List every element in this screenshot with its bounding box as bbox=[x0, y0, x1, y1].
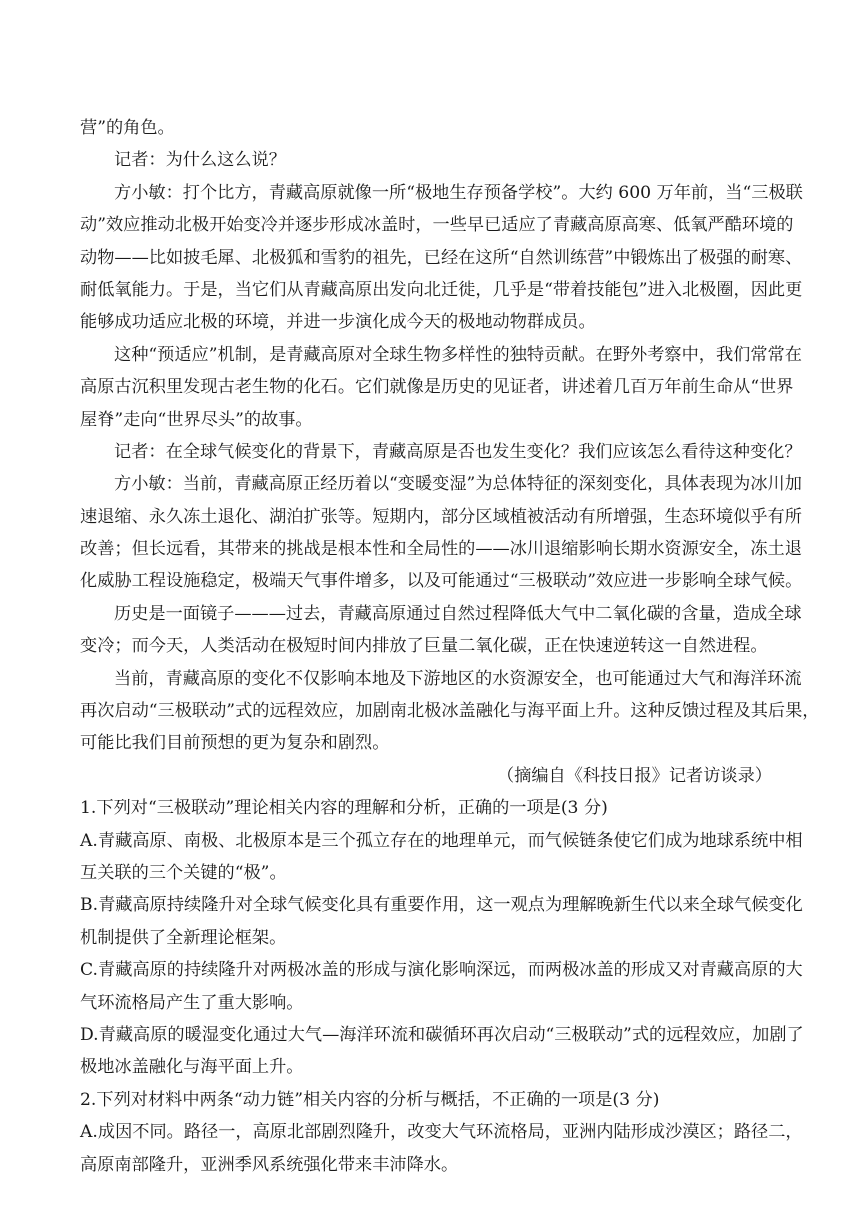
document-page bbox=[80, 112, 820, 1181]
text-line: 方小敏：打个比方，青藏高原就像一所“极地生存预备学校”。大约 600 万年前，当“三极联 bbox=[114, 182, 803, 203]
text-line: 可能比我们目前预想的更为复杂和剧烈。 bbox=[80, 733, 390, 754]
question-1-option-a: A.青藏高原、南极、北极原本是三个孤立存在的地理单元，而气候链条使它们成为地球系统中相 bbox=[80, 830, 803, 851]
text-line: 变冷；而今天，人类活动在极短时间内排放了巨量二氧化碳，正在快速逆转这一自然进程。 bbox=[80, 636, 768, 657]
question-2-stem: 2.下列对材料中两条“动力链”相关内容的分析与概括，不正确的一项是(3 分) bbox=[80, 1089, 660, 1110]
text-line: 化威胁工程设施稳定，极端天气事件增多，以及可能通过“三极联动”效应进一步影响全球气候。 bbox=[80, 571, 803, 592]
question-1-stem: 1.下列对“三极联动”理论相关内容的理解和分析，正确的一项是(3 分) bbox=[80, 798, 608, 819]
question-1-option-b: B.青藏高原持续隆升对全球气候变化具有重要作用，这一观点为理解晚新生代以来全球气候变化 bbox=[80, 895, 803, 916]
question-1-option-c-cont: 气环流格局产生了重大影响。 bbox=[80, 992, 304, 1013]
text-line: 耐低氧能力。于是，当它们从青藏高原出发向北迁徙，几乎是“带着技能包”进入北极圈，因此更 bbox=[80, 279, 803, 300]
source-citation: （摘编自《科技日报》记者访谈录） bbox=[496, 765, 772, 786]
question-1-option-d-cont: 极地冰盖融化与海平面上升。 bbox=[80, 1057, 304, 1078]
text-line: 历史是一面镜子———过去，青藏高原通过自然过程降低大气中二氧化碳的含量，造成全球 bbox=[114, 603, 802, 624]
question-2-option-a-cont: 高原南部隆升，亚洲季风系统强化带来丰沛降水。 bbox=[80, 1154, 459, 1175]
question-1-option-c: C.青藏高原的持续隆升对两极冰盖的形成与演化影响深远，而两极冰盖的形成又对青藏高原的大 bbox=[80, 960, 803, 981]
text-line: 记者：为什么这么说？ bbox=[114, 150, 286, 171]
text-line: 记者：在全球气候变化的背景下，青藏高原是否也发生变化？我们应该怎么看待这种变化？ bbox=[114, 441, 802, 462]
question-1-option-d: D.青藏高原的暖湿变化通过大气—海洋环流和碳循环再次启动“三极联动”式的远程效应，加剧了 bbox=[80, 1024, 804, 1045]
text-line: 营”的角色。 bbox=[80, 118, 175, 138]
text-line: 速退缩、永久冻土退化、湖泊扩张等。短期内，部分区域植被活动有所增强，生态环境似乎有所 bbox=[80, 506, 802, 527]
text-line: 高原古沉积里发现古老生物的化石。它们就像是历史的见证者，讲述着几百万年前生命从“世界 bbox=[80, 377, 794, 398]
text-line: 能够成功适应北极的环境，并进一步演化成今天的极地动物群成员。 bbox=[80, 312, 596, 333]
text-line: 动物——比如披毛犀、北极狐和雪豹的祖先，已经在这所“自然训练营”中锻炼出了极强的耐寒、 bbox=[80, 247, 803, 268]
text-line: 当前，青藏高原的变化不仅影响本地及下游地区的水资源安全，也可能通过大气和海洋环流 bbox=[114, 668, 802, 689]
text-line: 屋脊”走向“世界尽头”的故事。 bbox=[80, 409, 313, 430]
text-line: 再次启动“三极联动”式的远程效应，加剧南北极冰盖融化与海平面上升。这种反馈过程及其后果， bbox=[80, 701, 820, 722]
question-1-option-a-cont: 互关联的三个关键的“极”。 bbox=[80, 862, 287, 883]
text-line: 这种“预适应”机制，是青藏高原对全球生物多样性的独特贡献。在野外考察中，我们常常在 bbox=[114, 344, 802, 365]
text-line: 改善；但长远看，其带来的挑战是根本性和全局性的——冰川退缩影响长期水资源安全，冻土退 bbox=[80, 539, 802, 560]
text-line: 方小敏：当前，青藏高原正经历着以“变暖变湿”为总体特征的深刻变化，具体表现为冰川加 bbox=[114, 474, 802, 495]
text-line: 动”效应推动北极开始变冷并逐步形成冰盖时，一些早已适应了青藏高原高寒、低氧严酷环境的 bbox=[80, 215, 794, 236]
question-2-option-a: A.成因不同。路径一，高原北部剧烈隆升，改变大气环流格局，亚洲内陆形成沙漠区；路径二， bbox=[80, 1122, 803, 1143]
question-1-option-b-cont: 机制提供了全新理论框架。 bbox=[80, 927, 287, 948]
